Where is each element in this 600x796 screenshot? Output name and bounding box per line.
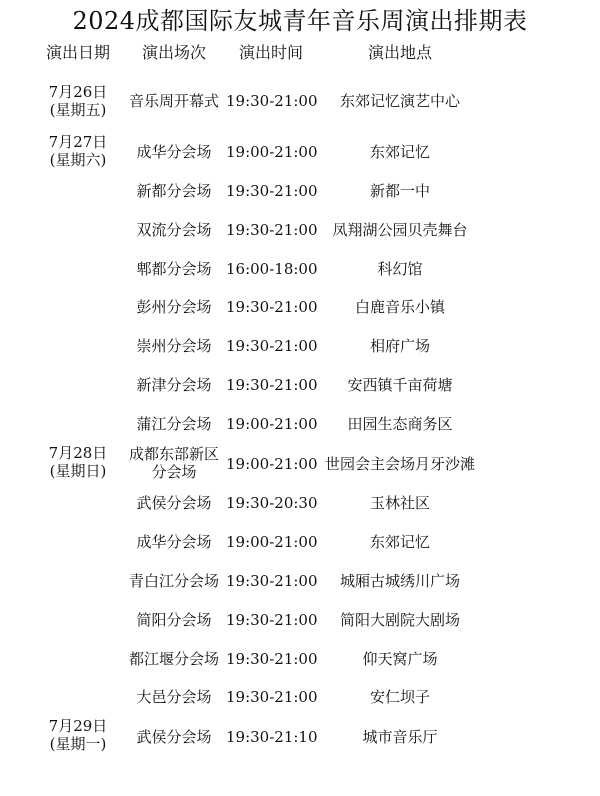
schedule-venue: 郫都分会场	[136, 260, 212, 278]
schedule-time: 19:30-20:30	[226, 494, 318, 512]
schedule-location: 相府广场	[369, 337, 430, 355]
schedule-location: 凤翔湖公园贝壳舞台	[332, 221, 468, 239]
schedule-venue: 双流分会场	[136, 221, 212, 239]
schedule-venue: 音乐周开幕式	[128, 92, 219, 110]
schedule-venue: 新都分会场	[136, 182, 212, 200]
schedule-venue: 新津分会场	[136, 376, 212, 394]
schedule-location: 新都一中	[369, 182, 430, 200]
schedule-venue: 简阳分会场	[136, 611, 212, 629]
schedule-location: 科幻馆	[377, 260, 423, 278]
date-label: 7月27日	[48, 133, 108, 151]
schedule-time: 19:30-21:00	[226, 92, 318, 110]
schedule-venue: 成华分会场	[136, 533, 212, 551]
schedule-venue: 蒲江分会场	[136, 415, 212, 433]
schedule-time: 19:30-21:00	[226, 376, 318, 394]
schedule-location: 世园会主会场月牙沙滩	[324, 455, 475, 473]
header-location: 演出地点	[367, 43, 432, 62]
date-group-0729	[40, 717, 116, 753]
schedule-location: 城市音乐厅	[362, 728, 438, 746]
venue-line-1: 成都东部新区	[128, 445, 219, 463]
schedule-time: 19:30-21:00	[226, 298, 318, 316]
schedule-time: 16:00-18:00	[226, 260, 318, 278]
schedule-venue: 武侯分会场	[136, 728, 212, 746]
header-time: 演出时间	[238, 43, 303, 62]
schedule-location: 东郊记忆	[369, 143, 430, 161]
schedule-time: 19:30-21:00	[226, 182, 318, 200]
schedule-venue: 崇州分会场	[136, 337, 212, 355]
schedule-location: 仰天窝广场	[362, 650, 438, 668]
schedule-time: 19:30-21:00	[226, 337, 318, 355]
date-group-0728	[40, 444, 116, 480]
schedule-time: 19:30-21:00	[226, 221, 318, 239]
page-title: 2024成都国际友城青年音乐周演出排期表	[72, 7, 528, 35]
weekday-label: (星期五)	[49, 101, 107, 119]
schedule-time: 19:00-21:00	[226, 143, 318, 161]
schedule-time: 19:00-21:00	[226, 415, 318, 433]
schedule-time: 19:30-21:00	[226, 611, 318, 629]
venue-line-2: 分会场	[151, 463, 197, 481]
schedule-venue: 成华分会场	[136, 143, 212, 161]
schedule-location: 白鹿音乐小镇	[354, 298, 445, 316]
schedule-location: 田园生态商务区	[347, 415, 453, 433]
schedule-location: 东郊记忆演艺中心	[339, 92, 460, 110]
schedule-location: 城厢古城绣川广场	[339, 572, 460, 590]
schedule-location: 简阳大剧院大剧场	[339, 611, 460, 629]
date-group-0726	[40, 83, 116, 119]
weekday-label: (星期一)	[49, 735, 107, 753]
date-group-0727	[40, 133, 116, 169]
date-label: 7月29日	[48, 717, 108, 735]
date-label: 7月28日	[48, 444, 108, 462]
schedule-time: 19:00-21:00	[226, 533, 318, 551]
schedule-location: 安西镇千亩荷塘	[347, 376, 453, 394]
schedule-venue: 大邑分会场	[136, 688, 212, 706]
schedule-venue: 武侯分会场	[136, 494, 212, 512]
weekday-label: (星期日)	[49, 462, 107, 480]
schedule-venue: 青白江分会场	[128, 572, 219, 590]
schedule-venue: 彭州分会场	[136, 298, 212, 316]
date-label: 7月26日	[48, 83, 108, 101]
schedule-location: 安仁坝子	[369, 688, 430, 706]
schedule-location: 玉林社区	[369, 494, 430, 512]
schedule-time: 19:30-21:00	[226, 688, 318, 706]
schedule-time: 19:00-21:00	[226, 455, 318, 473]
schedule-location: 东郊记忆	[369, 533, 430, 551]
schedule-venue: 都江堰分会场	[128, 650, 219, 668]
header-date: 演出日期	[45, 43, 110, 62]
schedule-venue	[120, 445, 228, 481]
schedule-time: 19:30-21:00	[226, 572, 318, 590]
schedule-time: 19:30-21:10	[226, 728, 318, 746]
header-venue: 演出场次	[141, 43, 206, 62]
schedule-time: 19:30-21:00	[226, 650, 318, 668]
weekday-label: (星期六)	[49, 151, 107, 169]
